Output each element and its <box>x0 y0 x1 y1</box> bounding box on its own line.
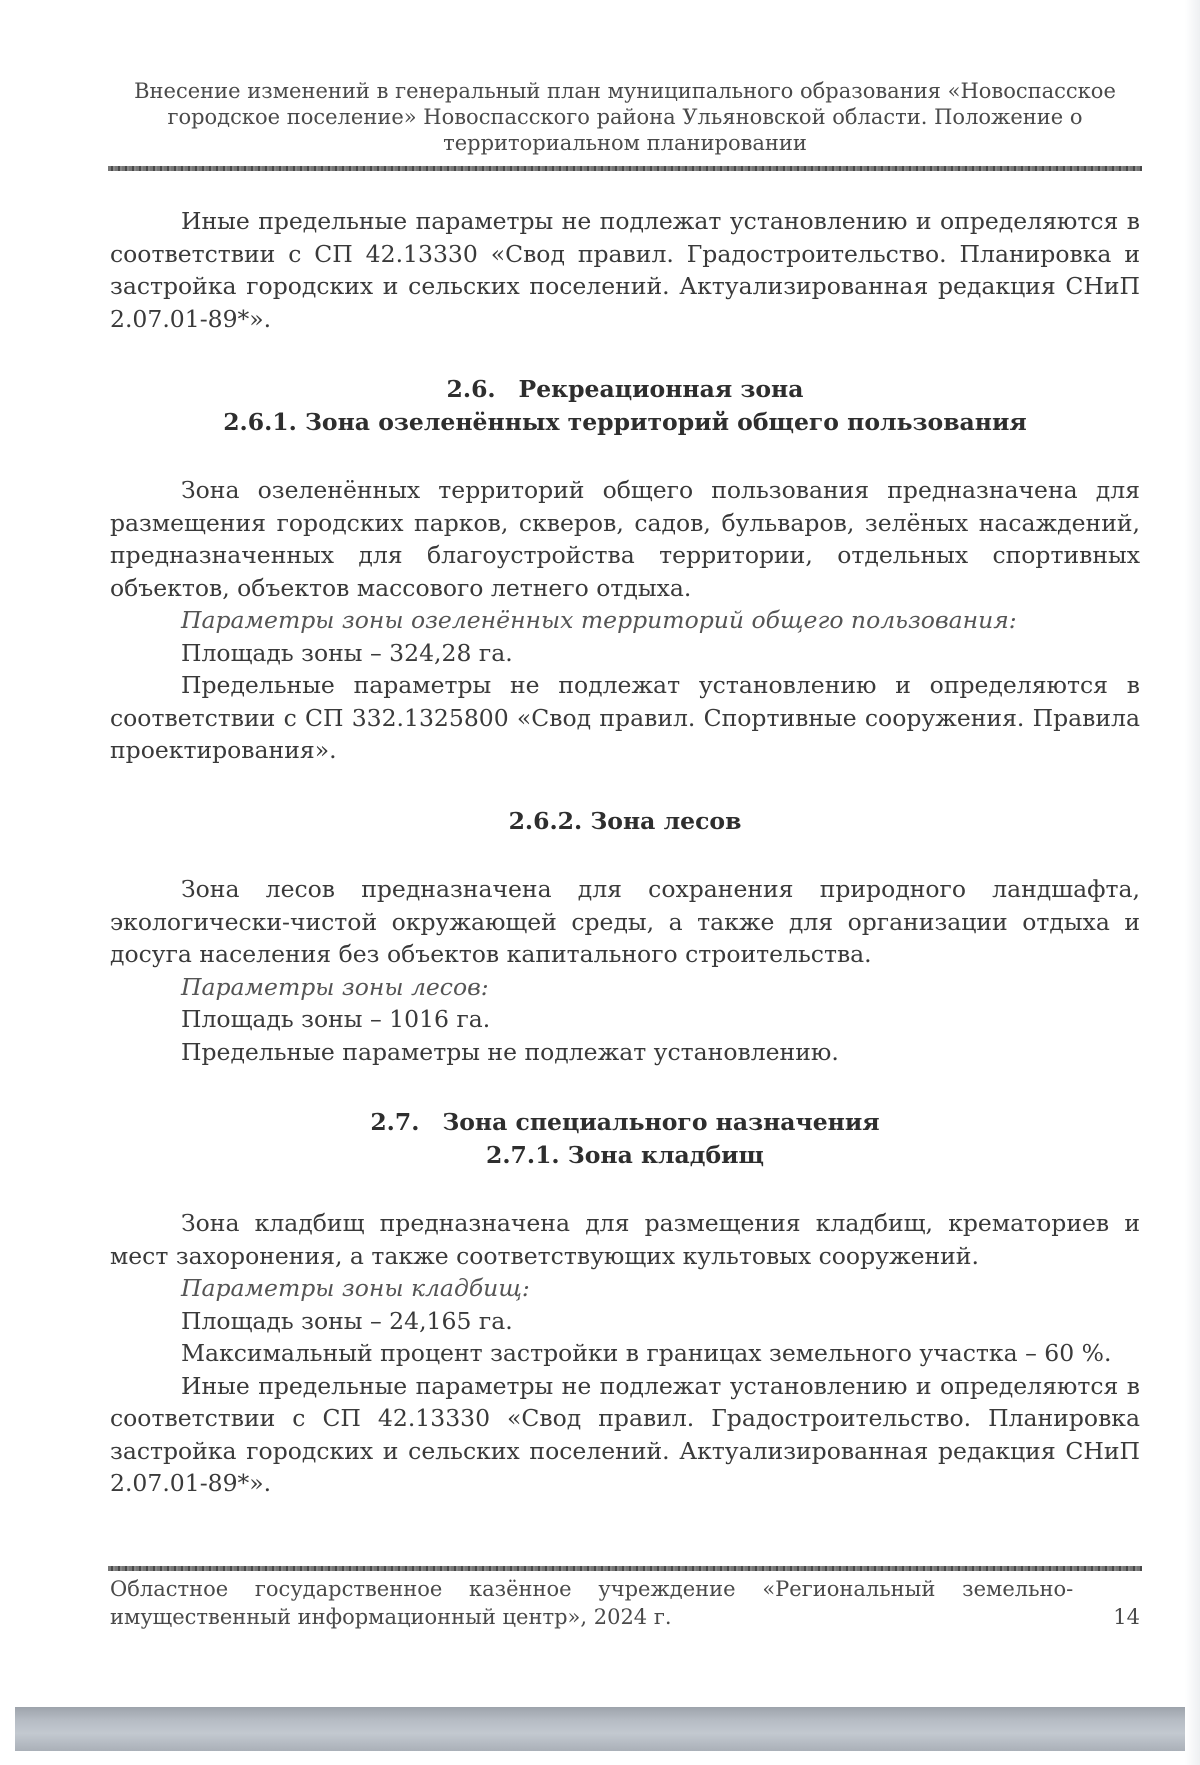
section-2-7-number: 2.7. <box>370 1108 420 1136</box>
section-2-6-1-description: Зона озеленённых территорий общего пользования предназначена для размещения городских парков, скверов, садов, бульваров, зелёных насаждений, предназначенных для благоустройства территории, отдельных спортивных объектов, объектов массового летнего отдыха. <box>110 476 1140 602</box>
section-2-7-1-heading: 2.7.1. Зона кладбищ <box>486 1140 764 1169</box>
section-2-6-heading <box>110 373 1140 406</box>
section-2-7-1-description: Зона кладбищ предназначена для размещения кладбищ, крематориев и мест захоронения, а также соответствующих культовых сооружений. <box>110 1209 1140 1270</box>
section-2-6-1-area: Площадь зоны – 324,28 га. <box>181 638 513 667</box>
footer-rule <box>108 1566 1142 1571</box>
page-number: 14 <box>1113 1605 1140 1629</box>
header-rule <box>108 166 1142 171</box>
section-2-7-1-area: Площадь зоны – 24,165 га. <box>181 1306 513 1335</box>
section-2-6-2-area: Площадь зоны – 1016 га. <box>181 1005 491 1033</box>
page-content <box>110 205 1140 1500</box>
section-2-6-2-limits: Предельные параметры не подлежат установлению. <box>181 1037 839 1066</box>
footer-organization: Областное государственное казённое учреждение «Региональный земельно-имущественный информационный центр», 2024 г. <box>110 1577 1074 1629</box>
section-2-7-1-limits: Иные предельные параметры не подлежат установлению и определяются в соответствии с СП 42.13330 «Свод правил. Градостроительство. Планировка застройка городских и сельских поселений. Актуализированная редакция СНиП 2.07.01-89*». <box>110 1371 1140 1497</box>
intro-paragraph: Иные предельные параметры не подлежат установлению и определяются в соответствии с СП 42.13330 «Свод правил. Градостроительство. Планировка и застройка городских и сельских поселений. Актуализированная редакция СНиП 2.07.01-89*». <box>110 207 1140 333</box>
scan-shadow-bar <box>15 1707 1185 1751</box>
section-2-7-heading <box>110 1106 1140 1139</box>
section-2-7-1-max-percent: Максимальный процент застройки в границах земельного участка – 60 %. <box>181 1339 1112 1367</box>
section-2-7-1-params-label: Параметры зоны кладбищ: <box>181 1274 530 1302</box>
section-2-6-1-limits: Предельные параметры не подлежат установлению и определяются в соответствии с СП 332.1325800 «Свод правил. Спортивные сооружения. Правила проектирования». <box>110 671 1140 764</box>
section-2-6-2-heading: 2.6.2. Зона лесов <box>508 806 742 835</box>
section-2-6-1-params-label: Параметры зоны озеленённых территорий общего пользования: <box>181 606 1017 634</box>
section-2-6-2-description: Зона лесов предназначена для сохранения природного ландшафта, экологически-чистой окружающей среды, а также для организации отдыха и досуга населения без объектов капитального строительства. <box>110 875 1140 968</box>
scan-edge <box>1185 0 1200 1765</box>
page-header: Внесение изменений в генеральный план муниципального образования «Новоспасское городское поселение» Новоспасского района Ульяновской области. Положение о территориальном планировании <box>134 79 1116 155</box>
page-footer <box>110 1575 1140 1631</box>
section-2-6-2-params-label: Параметры зоны лесов: <box>181 972 489 1001</box>
section-2-6-number: 2.6. <box>446 375 496 403</box>
section-2-7-title: Зона специального назначения <box>442 1108 880 1136</box>
section-2-6-1-heading: 2.6.1. Зона озеленённых территорий общего пользования <box>223 407 1027 436</box>
section-2-6-title: Рекреационная зона <box>518 375 804 403</box>
